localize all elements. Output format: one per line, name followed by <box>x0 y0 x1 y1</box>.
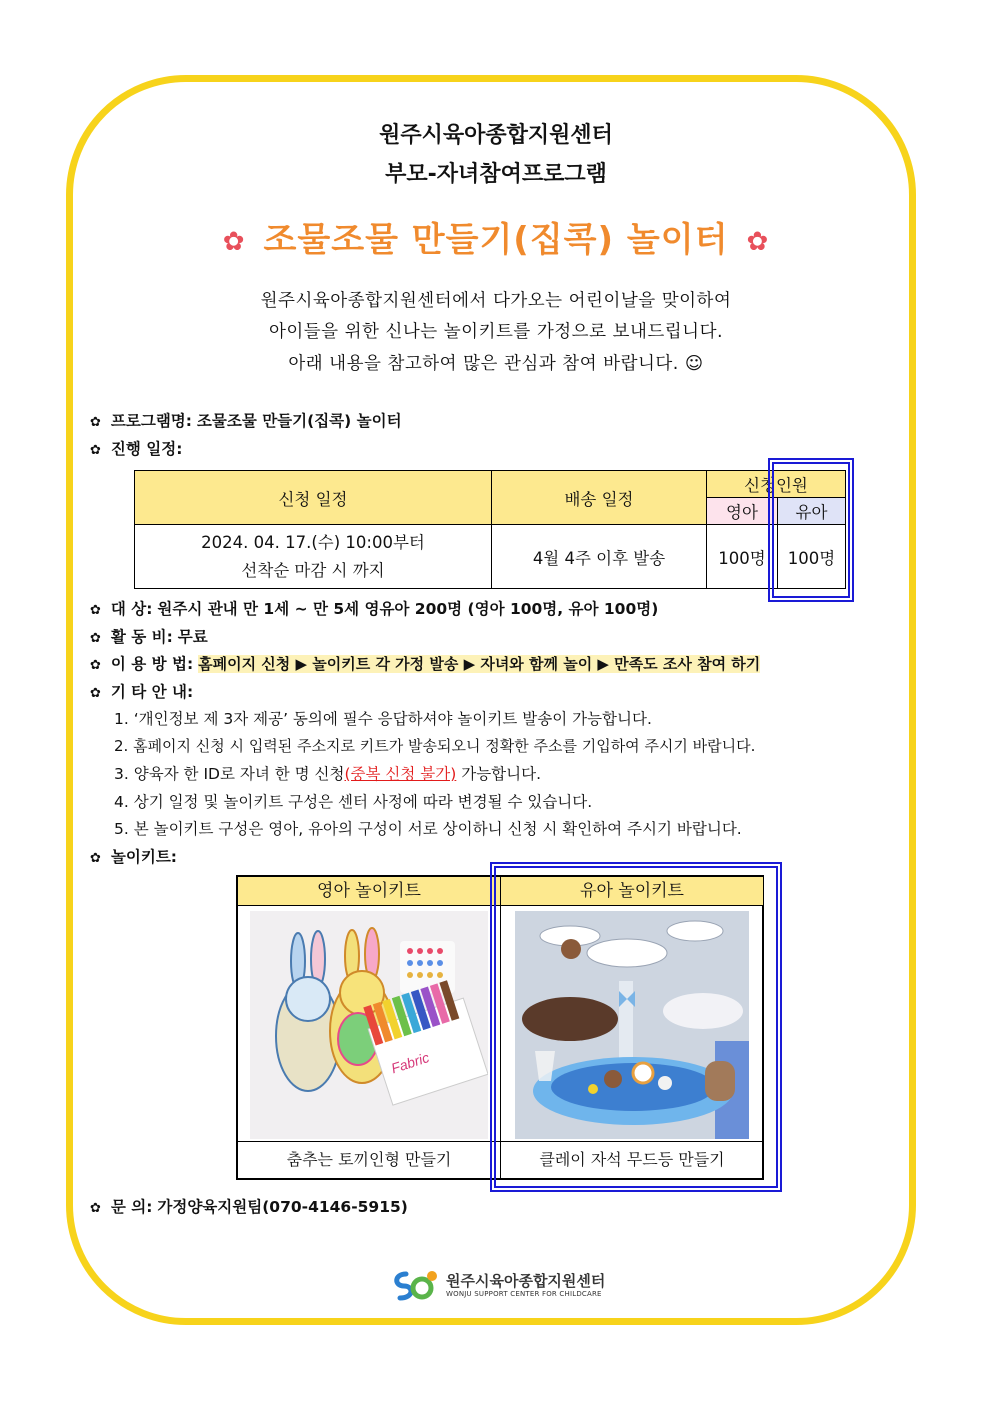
schedule-label: 진행 일정: <box>110 440 183 458</box>
applicants-header: 신청인원 <box>707 471 846 498</box>
schedule-item <box>90 437 182 459</box>
infant-subheader: 영아 <box>707 498 778 525</box>
method-item <box>90 652 760 674</box>
no-duplicate-warning: (중복 신청 불가) <box>344 765 457 783</box>
contact-label: 문 의: <box>110 1198 153 1216</box>
note-5: 5. 본 놀이키트 구성은 영아, 유아의 구성이 서로 상이하니 신청 시 확인하여 주시기 바랍니다. <box>114 820 742 838</box>
fabric-label: Fabric <box>389 1049 432 1077</box>
intro-line-3: 아래 내용을 참고하여 많은 관심과 참여 바랍니다. ☺ <box>288 354 704 374</box>
infant-kit-column <box>238 877 501 1178</box>
toddler-kit-highlight-box <box>494 866 778 1188</box>
logo-english-name: WONJU SUPPORT CENTER FOR CHILDCARE <box>446 1290 602 1298</box>
flower-bullet-icon: ✿ <box>90 851 101 866</box>
program-type-heading: 부모-자녀참여프로그램 <box>385 162 607 187</box>
schedule-table <box>134 470 846 589</box>
etc-label: 기 타 안 내: <box>110 683 194 701</box>
toddler-kit-caption: 클레이 자석 무드등 만들기 <box>501 1141 763 1178</box>
apply-period-cell <box>135 525 492 589</box>
infant-kit-caption: 춤추는 토끼인형 만들기 <box>238 1141 500 1178</box>
toddler-kit-title: 유아 놀이키트 <box>501 877 763 906</box>
toddler-count-cell: 100명 <box>778 525 846 589</box>
method-value: 홈페이지 신청 ▶ 놀이키트 각 가정 발송 ▶ 자녀와 함께 놀이 ▶ 만족도 조사 참여 하기 <box>198 655 761 673</box>
note-2: 2. 홈페이지 신청 시 입력된 주소지로 키트가 발송되오니 정확한 주소를 기입하여 주시기 바랍니다. <box>114 737 756 755</box>
intro-line-2: 아이들을 위한 신나는 놀이키트를 가정으로 보내드립니다. <box>268 322 724 342</box>
target-label: 대 상: <box>110 600 153 618</box>
page-title <box>0 212 992 261</box>
flower-bullet-icon: ✿ <box>90 603 101 618</box>
flower-bullet-icon: ✿ <box>90 658 101 673</box>
center-name-heading: 원주시육아종합지원센터 <box>379 123 613 148</box>
flower-bullet-icon: ✿ <box>90 686 101 701</box>
logo-korean-name: 원주시육아종합지원센터 <box>446 1272 606 1290</box>
etc-item <box>90 680 193 702</box>
contact-value: 가정양육지원팀(070-4146-5915) <box>157 1198 408 1216</box>
infant-count-cell: 100명 <box>707 525 778 589</box>
flower-bullet-icon: ✿ <box>90 415 101 430</box>
fee-item <box>90 625 208 647</box>
note-4: 4. 상기 일정 및 놀이키트 구성은 센터 사정에 따라 변경될 수 있습니다. <box>114 793 593 811</box>
apply-end: 선착순 마감 시 까지 <box>241 560 385 580</box>
center-logo-icon <box>392 1268 442 1304</box>
toddler-highlight-box <box>772 462 850 598</box>
flower-icon: ✿ <box>746 226 770 257</box>
flower-bullet-icon: ✿ <box>90 631 101 646</box>
kit-label: 놀이키트: <box>110 848 177 866</box>
note-3 <box>114 762 541 784</box>
delivery-cell: 4월 4주 이후 발송 <box>492 525 707 589</box>
center-logo <box>392 1268 622 1304</box>
flower-bullet-icon: ✿ <box>90 443 101 458</box>
infant-kit-title: 영아 놀이키트 <box>238 877 500 906</box>
flower-icon: ✿ <box>222 226 246 257</box>
intro-line-1: 원주시육아종합지원센터에서 다가오는 어린이날을 맞이하여 <box>260 291 732 311</box>
note-3-end: 가능합니다. <box>456 765 542 783</box>
bunny-doll-photo <box>250 911 488 1139</box>
program-name-label: 프로그램명: <box>110 412 192 430</box>
target-value: 원주시 관내 만 1세 ~ 만 5세 영유아 200명 (영아 100명, 유아 100명) <box>157 600 659 618</box>
fee-value: 무료 <box>177 628 208 646</box>
note-3-text: 3. 양육자 한 ID로 자녀 한 명 신청 <box>114 765 345 783</box>
contact-item <box>90 1195 408 1217</box>
note-1: 1. ‘개인정보 제 3자 제공’ 동의에 필수 응답하셔야 놀이키트 발송이 가능합니다. <box>114 710 652 728</box>
fee-label: 활 동 비: <box>110 628 173 646</box>
target-item <box>90 597 658 619</box>
title-text: 조물조물 만들기(집콕) 놀이터 <box>263 220 729 260</box>
apply-schedule-header: 신청 일정 <box>135 471 492 525</box>
toddler-subheader: 유아 <box>778 498 846 525</box>
program-name-value: 조물조물 만들기(집콕) 놀이터 <box>196 412 402 430</box>
kit-item <box>90 845 177 867</box>
program-name-item <box>90 409 402 431</box>
flower-bullet-icon: ✿ <box>90 1201 101 1216</box>
method-label: 이 용 방 법: <box>110 655 194 673</box>
delivery-schedule-header: 배송 일정 <box>492 471 707 525</box>
apply-start: 2024. 04. 17.(수) 10:00부터 <box>201 532 425 552</box>
